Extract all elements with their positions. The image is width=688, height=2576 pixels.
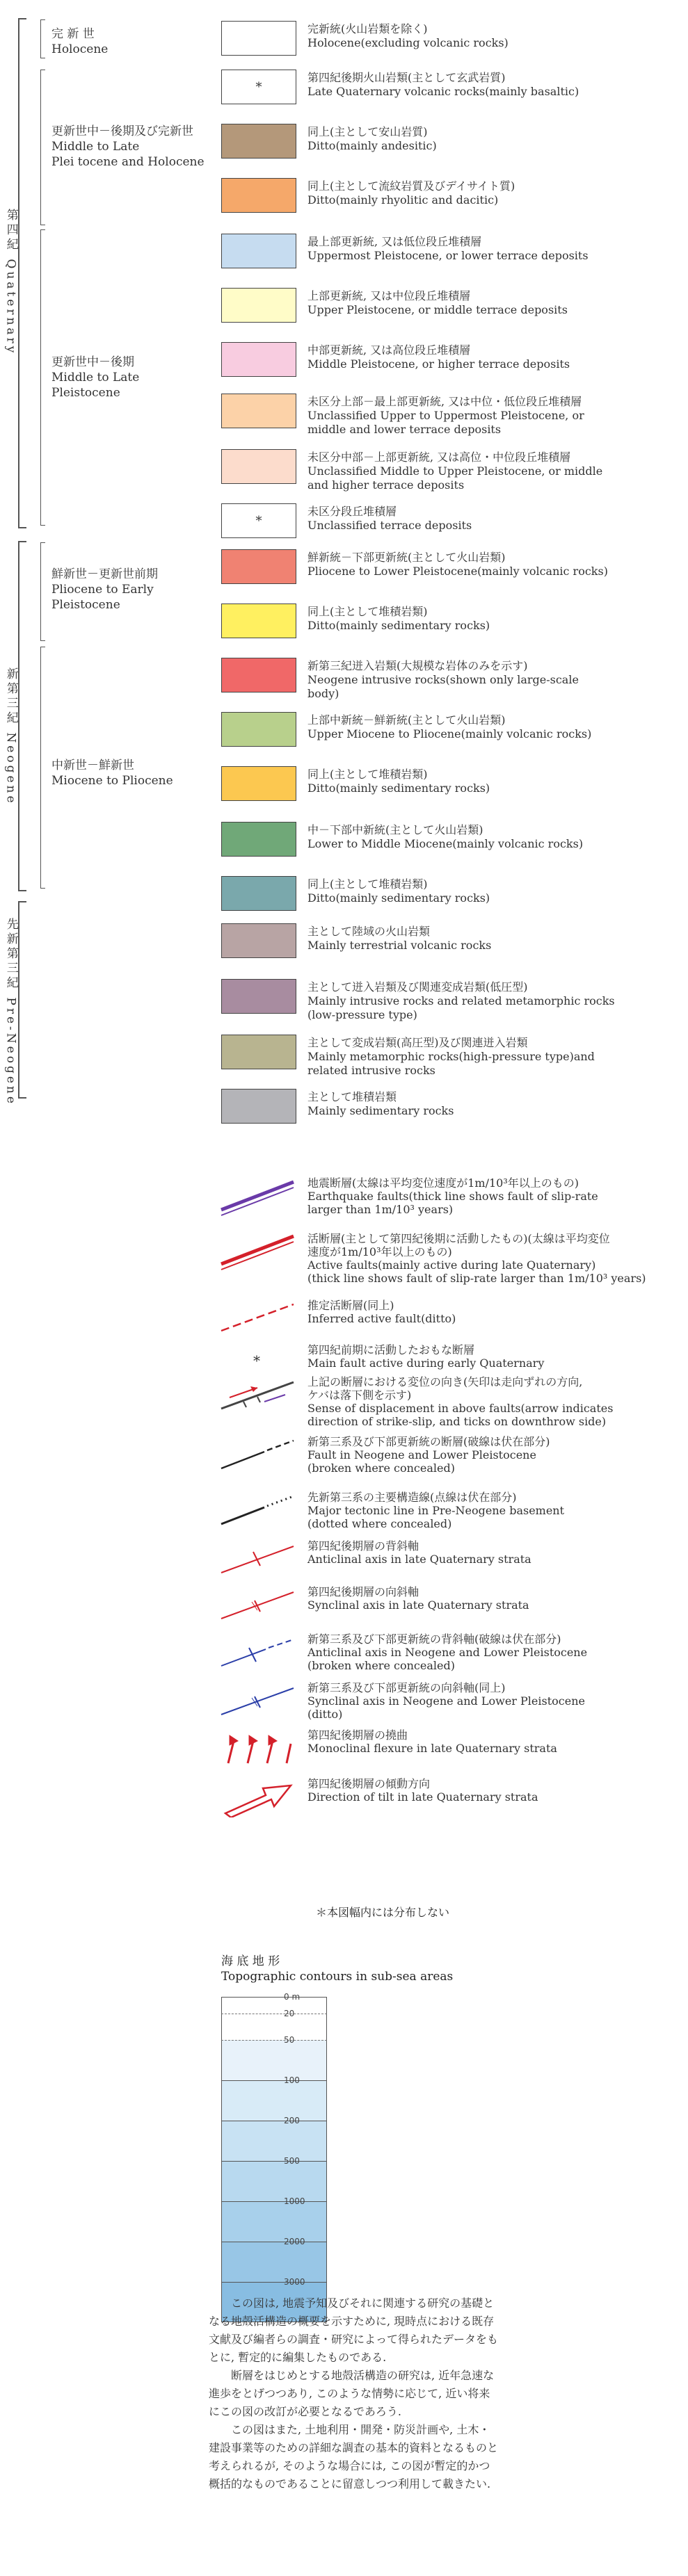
legend-description: 未区分段丘堆積層 Unclassified terrace deposits [307, 505, 472, 532]
note-paragraph: この図は, 地震予知及びそれに関連する研究の基礎となる地殻活構造の概要を示すために, 現時点における既存文献及び編者らの調査・研究によって得られたデータをもとに, 暫定的に編集したものである. [209, 2296, 499, 2364]
anticline-blue-symbol [216, 1631, 299, 1673]
legend-description: 完新統(火山岩類を除く) Holocene(excluding volcanic rocks) [307, 22, 509, 49]
legend-description: 主として変成岩類(高圧型)及び関連迸入岩類 Mainly metamorphic rocks(high-pressure type)and related intrusive rocks [307, 1036, 595, 1077]
legend-description: 新第三紀迸入岩類(大規模な岩体のみを示す) Neogene intrusive rocks(shown only large-scale body) [307, 659, 579, 700]
legend-swatch [221, 234, 296, 268]
depth-band [221, 2040, 327, 2080]
pre-neogene-label: 先新第三紀 Pre-Neogene [3, 918, 18, 1106]
legend-description: 鮮新統－下部更新統(主として火山岩類) Pliocene to Lower Pleistocene(mainly volcanic rocks) [307, 551, 608, 578]
era-holocene: 完 新 世 Holocene [51, 27, 109, 56]
legend-swatch: * [221, 503, 296, 538]
legend-swatch [221, 822, 296, 857]
legend-swatch [221, 394, 296, 428]
symbol-description: 第四紀後期層の背斜軸 Anticlinal axis in late Quaternary strata [307, 1539, 531, 1566]
depth-band [221, 1997, 327, 2014]
depth-label: 500 [284, 2156, 300, 2166]
depth-label: 3000 [284, 2277, 305, 2287]
active-fault-symbol [216, 1231, 299, 1272]
legend-swatch [221, 766, 296, 801]
tectonic-line-symbol [216, 1489, 299, 1531]
depth-label: 0 m [284, 1992, 301, 2002]
bathymetry-title: 海 底 地 形 Topographic contours in sub-sea areas [221, 1954, 454, 1984]
legend-description: 主として堆積岩類 Mainly sedimentary rocks [307, 1090, 454, 1117]
depth-label: 20 [284, 2009, 295, 2018]
legend-description: 最上部更新統, 又は低位段丘堆積層 Uppermost Pleistocene, or lower terrace deposits [307, 235, 589, 262]
symbol-description: 先新第三系の主要構造線(点線は伏在部分) Major tectonic line in Pre-Neogene basement (dotted where concealed) [307, 1491, 565, 1530]
legend-description: 同上(主として流紋岩質及びデイサイト質) Ditto(mainly rhyolitic and dacitic) [307, 179, 515, 206]
symbol-description: 新第三系及び下部更新統の断層(破線は伏在部分) Fault in Neogene and Lower Pleistocene (broken where concealed) [307, 1435, 550, 1475]
legend-description: 上部中新統－鮮新統(主として火山岩類) Upper Miocene to Pliocene(mainly volcanic rocks) [307, 713, 592, 740]
depth-band [221, 2201, 327, 2242]
legend-swatch [221, 1035, 296, 1069]
symbol-description: 新第三系及び下部更新統の向斜軸(同上) Synclinal axis in Neogene and Lower Pleistocene (ditto) [307, 1681, 585, 1721]
legend-swatch: * [221, 70, 296, 104]
depth-band [221, 2161, 327, 2201]
depth-label: 100 [284, 2075, 300, 2085]
legend-swatch [221, 178, 296, 213]
flexure-symbol [216, 1727, 299, 1769]
symbol-description: 第四紀前期に活動したおもな断層 Main fault active during early Quaternary [307, 1343, 545, 1370]
legend-description: 同上(主として堆積岩類) Ditto(mainly sedimentary rocks) [307, 877, 490, 905]
era-middle-late-plei-holocene: 更新世中－後期及び完新世 Middle to Late Plei tocene and Holocene [51, 124, 205, 169]
legend-swatch [221, 449, 296, 484]
legend-description: 上部更新統, 又は中位段丘堆積層 Upper Pleistocene, or middle terrace deposits [307, 289, 568, 316]
era-bracket-holocene [40, 19, 45, 58]
eq-fault-symbol [216, 1175, 299, 1217]
legend-swatch [221, 342, 296, 377]
depth-band [221, 2080, 327, 2121]
era-middle-late-pleistocene: 更新世中－後期 Middle to Late Pleistocene [51, 355, 140, 400]
displacement-symbol [216, 1374, 299, 1416]
era-bracket-mlp [40, 229, 45, 526]
symbol-description: 地震断層(太線は平均変位速度が1m/10³年以上のもの) Earthquake faults(thick line shows fault of slip-rate larger than 1m/10³ years) [307, 1176, 598, 1216]
era-bracket-pep [40, 542, 45, 641]
symbol-description: 第四紀後期層の撓曲 Monoclinal flexure in late Quaternary strata [307, 1728, 557, 1755]
depth-label: 1000 [284, 2196, 305, 2206]
legend-swatch [221, 549, 296, 584]
depth-band [221, 2242, 327, 2282]
depth-label: 200 [284, 2116, 300, 2125]
legend-swatch [221, 712, 296, 747]
svg-text:*: * [253, 1352, 260, 1369]
symbol-description: 第四紀後期層の向斜軸 Synclinal axis in late Quaternary strata [307, 1585, 529, 1612]
inferred-fault-symbol [216, 1297, 299, 1339]
pre-neogene-bracket [18, 901, 26, 1099]
tilt-symbol [216, 1776, 299, 1817]
neogene-label: 新第三紀 Neogene [3, 667, 18, 806]
legend-swatch [221, 923, 296, 958]
legend-description: 同上(主として安山岩質) Ditto(mainly andesitic) [307, 125, 437, 152]
legend-description: 同上(主として堆積岩類) Ditto(mainly sedimentary rocks) [307, 768, 490, 795]
symbol-description: 推定活断層(同上) Inferred active fault(ditto) [307, 1299, 456, 1325]
symbol-description: 上記の断層における変位の向き(矢印は走向ずれの方向, ケバは落下側を示す) Sense of displacement in above faults(arrow indicates direction of strike-slip, and ticks on downthrow side) [307, 1375, 614, 1428]
era-bracket-mp [40, 647, 45, 889]
note-paragraph: この図はまた, 土地利用・開発・防災計画や, 土木・建設事業等のための詳細な調査の基本的資料となるものと考えられるが, そのような場合には, この図が暫定的かつ概括的なものであることに留意しつつ利用して載きたい. [209, 2423, 499, 2490]
legend-description: 第四紀後期火山岩類(主として玄武岩質) Late Quaternary volcanic rocks(mainly basaltic) [307, 71, 579, 98]
legend-swatch [221, 288, 296, 323]
footnote: ＊本図幅内には分布しない [316, 1906, 450, 1919]
depth-band [221, 2121, 327, 2161]
legend-swatch [221, 979, 296, 1014]
depth-label: 2000 [284, 2237, 305, 2246]
legend-description: 未区分中部－上部更新統, 又は高位・中位段丘堆積層 Unclassified Middle to Upper Pleistocene, or middle and higher terrace deposits [307, 451, 603, 492]
neogene-fault-symbol [216, 1434, 299, 1475]
explanatory-notes [209, 2294, 501, 2493]
neogene-bracket [18, 541, 26, 891]
note-paragraph: 断層をはじめとする地殻活構造の研究は, 近年急速な進歩をとげつつあり, このような情勢に応じて, 近い将来にこの図の改訂が必要となるであろう. [209, 2369, 495, 2418]
legend-swatch [221, 658, 296, 692]
symbol-description: 第四紀後期層の傾動方向 Direction of tilt in late Quaternary strata [307, 1777, 538, 1804]
depth-band [221, 2014, 327, 2040]
legend-description: 未区分上部－最上部更新統, 又は中位・低位段丘堆積層 Unclassified Upper to Uppermost Pleistocene, or middle and lower terrace deposits [307, 395, 584, 436]
syncline-red-symbol [216, 1584, 299, 1626]
quaternary-bracket [18, 18, 26, 528]
legend-description: 主として陸域の火山岩類 Mainly terrestrial volcanic rocks [307, 925, 492, 952]
legend-description: 中－下部中新統(主として火山岩類) Lower to Middle Miocene(mainly volcanic rocks) [307, 823, 584, 850]
legend-swatch [221, 1089, 296, 1124]
legend-swatch [221, 21, 296, 56]
symbol-description: 新第三系及び下部更新統の背斜軸(破線は伏在部分) Anticlinal axis in Neogene and Lower Pleistocene (broken where concealed) [307, 1633, 588, 1672]
era-pliocene-early-pleistocene: 鮮新世－更新世前期 Pliocene to Early Pleistocene [51, 567, 158, 612]
anticline-red-symbol [216, 1538, 299, 1580]
legend-swatch [221, 604, 296, 638]
legend-description: 主として迸入岩類及び関連変成岩類(低圧型) Mainly intrusive rocks and related metamorphic rocks (low-pressure type) [307, 980, 615, 1021]
legend-description: 中部更新統, 又は高位段丘堆積層 Middle Pleistocene, or higher terrace deposits [307, 343, 570, 371]
era-bracket-mlph [40, 70, 45, 225]
era-miocene-pliocene: 中新世－鮮新世 Miocene to Pliocene [51, 759, 173, 788]
depth-label: 50 [284, 2035, 295, 2045]
legend-description: 同上(主として堆積岩類) Ditto(mainly sedimentary rocks) [307, 605, 490, 632]
syncline-blue-symbol [216, 1680, 299, 1722]
symbol-description: 活断層(主として第四紀後期に活動したもの)(太線は平均変位 速度が1m/10³年以上のもの) Active faults(mainly active during late Quaternary) (thick line shows fault of slip-rate larger than 1m/10³ years) [307, 1232, 646, 1285]
legend-swatch [221, 124, 296, 159]
quaternary-label: 第四紀 Quaternary [3, 209, 18, 356]
legend-swatch [221, 876, 296, 911]
